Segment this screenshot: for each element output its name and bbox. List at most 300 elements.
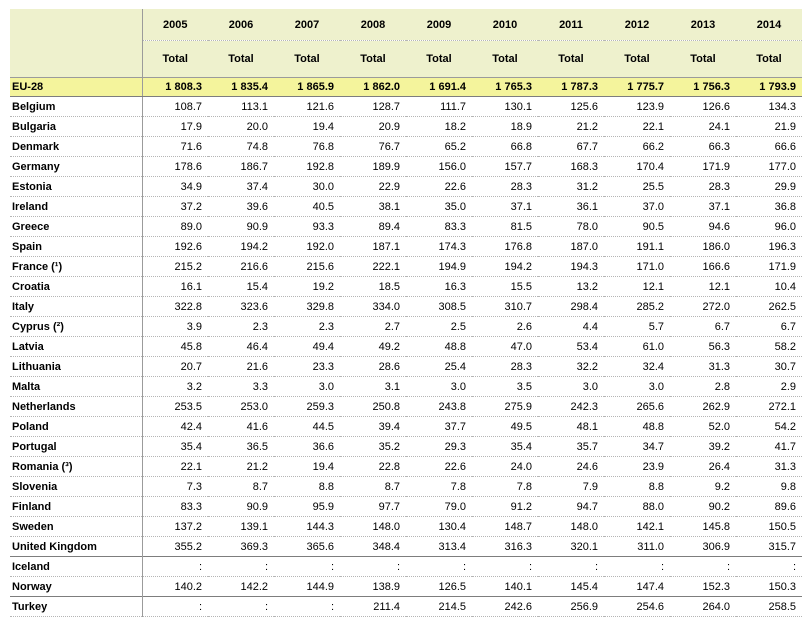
value-cell: 144.3 [274, 517, 340, 537]
value-cell: 166.6 [670, 257, 736, 277]
table-row [10, 337, 802, 357]
value-cell: 369.3 [208, 537, 274, 557]
value-cell: 30.7 [736, 357, 802, 377]
value-cell: 12.1 [604, 277, 670, 297]
value-cell: 176.8 [472, 237, 538, 257]
value-cell: 19.4 [274, 457, 340, 477]
value-cell: 145.8 [670, 517, 736, 537]
table-row [10, 237, 802, 257]
value-cell: 313.4 [406, 537, 472, 557]
value-cell: 170.4 [604, 157, 670, 177]
year-header-cell: 2009 [406, 9, 472, 41]
value-cell: 21.9 [736, 117, 802, 137]
value-cell: 192.8 [274, 157, 340, 177]
value-cell: 272.0 [670, 297, 736, 317]
value-cell: 186.0 [670, 237, 736, 257]
value-cell: 1 865.9 [274, 78, 340, 97]
value-cell: 3.0 [274, 377, 340, 397]
country-name: Poland [10, 417, 142, 437]
value-cell: : [142, 557, 208, 577]
year-header-row [10, 9, 802, 41]
value-cell: 320.1 [538, 537, 604, 557]
value-cell: 24.6 [538, 457, 604, 477]
table-row [10, 597, 802, 617]
table-row [10, 297, 802, 317]
value-cell: 7.3 [142, 477, 208, 497]
value-cell: 134.3 [736, 97, 802, 117]
value-cell: 1 775.7 [604, 78, 670, 97]
country-name: Netherlands [10, 397, 142, 417]
value-cell: 88.0 [604, 497, 670, 517]
value-cell: 3.0 [604, 377, 670, 397]
value-cell: 31.3 [736, 457, 802, 477]
value-cell: 49.2 [340, 337, 406, 357]
value-cell: 41.6 [208, 417, 274, 437]
country-name: Belgium [10, 97, 142, 117]
value-cell: 20.9 [340, 117, 406, 137]
value-cell: 192.0 [274, 237, 340, 257]
value-cell: 4.4 [538, 317, 604, 337]
value-cell: 37.7 [406, 417, 472, 437]
value-cell: 139.1 [208, 517, 274, 537]
value-cell: 89.6 [736, 497, 802, 517]
value-cell: 275.9 [472, 397, 538, 417]
table-row [10, 217, 802, 237]
value-cell: 15.4 [208, 277, 274, 297]
country-name: Slovenia [10, 477, 142, 497]
value-cell: 2.7 [340, 317, 406, 337]
header-corner-cell [10, 9, 142, 41]
value-cell: 15.5 [472, 277, 538, 297]
value-cell: 44.5 [274, 417, 340, 437]
total-header-cell: Total [208, 41, 274, 78]
value-cell: 8.7 [208, 477, 274, 497]
value-cell: 125.6 [538, 97, 604, 117]
total-header-cell: Total [472, 41, 538, 78]
value-cell: 187.0 [538, 237, 604, 257]
value-cell: 258.5 [736, 597, 802, 617]
value-cell: 38.1 [340, 197, 406, 217]
value-cell: 174.3 [406, 237, 472, 257]
value-cell: 79.0 [406, 497, 472, 517]
value-cell: 66.3 [670, 137, 736, 157]
value-cell: 22.1 [604, 117, 670, 137]
value-cell: 49.4 [274, 337, 340, 357]
value-cell: 334.0 [340, 297, 406, 317]
value-cell: 8.8 [604, 477, 670, 497]
value-cell: 355.2 [142, 537, 208, 557]
value-cell: 48.8 [604, 417, 670, 437]
value-cell: 3.0 [538, 377, 604, 397]
value-cell: 94.7 [538, 497, 604, 517]
value-cell: 150.3 [736, 577, 802, 597]
value-cell: : [274, 597, 340, 617]
country-name: Spain [10, 237, 142, 257]
value-cell: 41.7 [736, 437, 802, 457]
value-cell: 7.9 [538, 477, 604, 497]
value-cell: 35.2 [340, 437, 406, 457]
table-row [10, 317, 802, 337]
value-cell: 187.1 [340, 237, 406, 257]
value-cell: 322.8 [142, 297, 208, 317]
value-cell: 253.0 [208, 397, 274, 417]
value-cell: 191.1 [604, 237, 670, 257]
value-cell: 52.0 [670, 417, 736, 437]
value-cell: 264.0 [670, 597, 736, 617]
value-cell: 90.2 [670, 497, 736, 517]
value-cell: 35.4 [472, 437, 538, 457]
value-cell: 22.8 [340, 457, 406, 477]
table-row [10, 197, 802, 217]
total-header-cell: Total [406, 41, 472, 78]
value-cell: 48.1 [538, 417, 604, 437]
value-cell: 323.6 [208, 297, 274, 317]
value-cell: 93.3 [274, 217, 340, 237]
value-cell: 21.6 [208, 357, 274, 377]
value-cell: 36.5 [208, 437, 274, 457]
data-table [10, 9, 802, 617]
value-cell: 28.3 [472, 357, 538, 377]
value-cell: 65.2 [406, 137, 472, 157]
value-cell: 1 808.3 [142, 78, 208, 97]
value-cell: 47.0 [472, 337, 538, 357]
table-row [10, 497, 802, 517]
value-cell: 91.2 [472, 497, 538, 517]
country-name: Turkey [10, 597, 142, 617]
value-cell: 12.1 [670, 277, 736, 297]
header-corner-cell [10, 41, 142, 78]
table-row [10, 277, 802, 297]
value-cell: : [142, 597, 208, 617]
country-name: Iceland [10, 557, 142, 577]
value-cell: 18.2 [406, 117, 472, 137]
value-cell: 140.1 [472, 577, 538, 597]
value-cell: 9.8 [736, 477, 802, 497]
value-cell: 108.7 [142, 97, 208, 117]
country-name: France (¹) [10, 257, 142, 277]
country-name: Ireland [10, 197, 142, 217]
value-cell: 28.3 [472, 177, 538, 197]
value-cell: 348.4 [340, 537, 406, 557]
country-name: Croatia [10, 277, 142, 297]
year-header-cell: 2010 [472, 9, 538, 41]
value-cell: 2.3 [208, 317, 274, 337]
table-row [10, 117, 802, 137]
country-name: Malta [10, 377, 142, 397]
country-name: Denmark [10, 137, 142, 157]
table-row [10, 97, 802, 117]
year-header-cell: 2006 [208, 9, 274, 41]
table-row [10, 477, 802, 497]
country-name: Norway [10, 577, 142, 597]
value-cell: 36.8 [736, 197, 802, 217]
table-row [10, 357, 802, 377]
value-cell: 16.1 [142, 277, 208, 297]
country-name: Latvia [10, 337, 142, 357]
aggregate-row [10, 78, 802, 97]
value-cell: 97.7 [340, 497, 406, 517]
value-cell: 308.5 [406, 297, 472, 317]
value-cell: 74.8 [208, 137, 274, 157]
value-cell: 315.7 [736, 537, 802, 557]
value-cell: 34.7 [604, 437, 670, 457]
value-cell: 22.6 [406, 177, 472, 197]
total-header-cell: Total [142, 41, 208, 78]
value-cell: 147.4 [604, 577, 670, 597]
value-cell: 177.0 [736, 157, 802, 177]
table-row [10, 457, 802, 477]
value-cell: 24.0 [472, 457, 538, 477]
value-cell: 150.5 [736, 517, 802, 537]
year-header-cell: 2005 [142, 9, 208, 41]
value-cell: 242.3 [538, 397, 604, 417]
value-cell: 19.4 [274, 117, 340, 137]
table-row [10, 177, 802, 197]
country-name: EU-28 [10, 78, 142, 97]
value-cell: 214.5 [406, 597, 472, 617]
value-cell: 243.8 [406, 397, 472, 417]
value-cell: 216.6 [208, 257, 274, 277]
value-cell: 8.7 [340, 477, 406, 497]
total-header-row [10, 41, 802, 78]
country-name: Romania (³) [10, 457, 142, 477]
value-cell: 262.9 [670, 397, 736, 417]
value-cell: 45.8 [142, 337, 208, 357]
total-header-cell: Total [538, 41, 604, 78]
value-cell: 316.3 [472, 537, 538, 557]
value-cell: 111.7 [406, 97, 472, 117]
value-cell: 76.7 [340, 137, 406, 157]
value-cell: 113.1 [208, 97, 274, 117]
table-row [10, 397, 802, 417]
value-cell: 152.3 [670, 577, 736, 597]
value-cell: : [604, 557, 670, 577]
value-cell: 1 835.4 [208, 78, 274, 97]
value-cell: 22.6 [406, 457, 472, 477]
value-cell: 148.0 [340, 517, 406, 537]
value-cell: 35.0 [406, 197, 472, 217]
value-cell: 54.2 [736, 417, 802, 437]
value-cell: 23.3 [274, 357, 340, 377]
value-cell: 194.2 [208, 237, 274, 257]
value-cell: 28.6 [340, 357, 406, 377]
value-cell: 10.4 [736, 277, 802, 297]
table-row [10, 417, 802, 437]
value-cell: 71.6 [142, 137, 208, 157]
value-cell: 56.3 [670, 337, 736, 357]
value-cell: 21.2 [538, 117, 604, 137]
value-cell: 5.7 [604, 317, 670, 337]
value-cell: 178.6 [142, 157, 208, 177]
value-cell: 94.6 [670, 217, 736, 237]
value-cell: : [736, 557, 802, 577]
value-cell: 142.2 [208, 577, 274, 597]
table-row [10, 137, 802, 157]
value-cell: 148.0 [538, 517, 604, 537]
value-cell: 128.7 [340, 97, 406, 117]
value-cell: 96.0 [736, 217, 802, 237]
value-cell: : [208, 557, 274, 577]
value-cell: 36.1 [538, 197, 604, 217]
country-name: Germany [10, 157, 142, 177]
value-cell: 25.4 [406, 357, 472, 377]
value-cell: 196.3 [736, 237, 802, 257]
value-cell: 90.5 [604, 217, 670, 237]
value-cell: 189.9 [340, 157, 406, 177]
value-cell: 3.2 [142, 377, 208, 397]
table-row [10, 537, 802, 557]
value-cell: 31.3 [670, 357, 736, 377]
value-cell: 144.9 [274, 577, 340, 597]
value-cell: 37.1 [670, 197, 736, 217]
value-cell: 30.0 [274, 177, 340, 197]
value-cell: 20.7 [142, 357, 208, 377]
value-cell: 37.2 [142, 197, 208, 217]
value-cell: 137.2 [142, 517, 208, 537]
value-cell: 90.9 [208, 217, 274, 237]
table-row [10, 257, 802, 277]
value-cell: 22.1 [142, 457, 208, 477]
value-cell: 39.4 [340, 417, 406, 437]
value-cell: 130.1 [472, 97, 538, 117]
value-cell: 265.6 [604, 397, 670, 417]
value-cell: 126.6 [670, 97, 736, 117]
value-cell: 37.1 [472, 197, 538, 217]
value-cell: 16.3 [406, 277, 472, 297]
value-cell: 215.6 [274, 257, 340, 277]
value-cell: 36.6 [274, 437, 340, 457]
value-cell: 48.8 [406, 337, 472, 357]
value-cell: 22.9 [340, 177, 406, 197]
value-cell: 18.9 [472, 117, 538, 137]
value-cell: 171.9 [736, 257, 802, 277]
table-row [10, 577, 802, 597]
value-cell: 142.1 [604, 517, 670, 537]
value-cell: 7.8 [472, 477, 538, 497]
value-cell: 61.0 [604, 337, 670, 357]
value-cell: 49.5 [472, 417, 538, 437]
value-cell: 3.1 [340, 377, 406, 397]
value-cell: 1 756.3 [670, 78, 736, 97]
total-header-cell: Total [670, 41, 736, 78]
value-cell: 123.9 [604, 97, 670, 117]
value-cell: 259.3 [274, 397, 340, 417]
value-cell: 365.6 [274, 537, 340, 557]
value-cell: 171.0 [604, 257, 670, 277]
value-cell: 35.7 [538, 437, 604, 457]
value-cell: 256.9 [538, 597, 604, 617]
value-cell: 272.1 [736, 397, 802, 417]
value-cell: 126.5 [406, 577, 472, 597]
year-header-cell: 2008 [340, 9, 406, 41]
value-cell: 1 862.0 [340, 78, 406, 97]
value-cell: 215.2 [142, 257, 208, 277]
value-cell: 1 787.3 [538, 78, 604, 97]
total-header-cell: Total [274, 41, 340, 78]
value-cell: 34.9 [142, 177, 208, 197]
value-cell: 13.2 [538, 277, 604, 297]
value-cell: 18.5 [340, 277, 406, 297]
value-cell: 37.4 [208, 177, 274, 197]
value-cell: 6.7 [670, 317, 736, 337]
country-name: Finland [10, 497, 142, 517]
value-cell: 250.8 [340, 397, 406, 417]
value-cell: : [274, 557, 340, 577]
value-cell: 40.5 [274, 197, 340, 217]
value-cell: : [340, 557, 406, 577]
value-cell: 186.7 [208, 157, 274, 177]
value-cell: : [406, 557, 472, 577]
country-name: Italy [10, 297, 142, 317]
value-cell: 222.1 [340, 257, 406, 277]
value-cell: 78.0 [538, 217, 604, 237]
value-cell: 306.9 [670, 537, 736, 557]
value-cell: 21.2 [208, 457, 274, 477]
value-cell: 76.8 [274, 137, 340, 157]
value-cell: 83.3 [406, 217, 472, 237]
value-cell: 311.0 [604, 537, 670, 557]
value-cell: 254.6 [604, 597, 670, 617]
value-cell: 168.3 [538, 157, 604, 177]
value-cell: 2.9 [736, 377, 802, 397]
value-cell: 3.0 [406, 377, 472, 397]
value-cell: 26.4 [670, 457, 736, 477]
value-cell: 25.5 [604, 177, 670, 197]
value-cell: 6.7 [736, 317, 802, 337]
value-cell: 2.5 [406, 317, 472, 337]
value-cell: : [538, 557, 604, 577]
total-header-cell: Total [340, 41, 406, 78]
value-cell: 90.9 [208, 497, 274, 517]
table-row [10, 157, 802, 177]
value-cell: 285.2 [604, 297, 670, 317]
value-cell: 194.9 [406, 257, 472, 277]
value-cell: : [472, 557, 538, 577]
value-cell: 121.6 [274, 97, 340, 117]
table-row [10, 437, 802, 457]
value-cell: : [208, 597, 274, 617]
country-name: Sweden [10, 517, 142, 537]
value-cell: 298.4 [538, 297, 604, 317]
value-cell: 9.2 [670, 477, 736, 497]
value-cell: 7.8 [406, 477, 472, 497]
value-cell: 8.8 [274, 477, 340, 497]
table-row [10, 557, 802, 577]
value-cell: : [670, 557, 736, 577]
value-cell: 24.1 [670, 117, 736, 137]
value-cell: 1 793.9 [736, 78, 802, 97]
value-cell: 157.7 [472, 157, 538, 177]
value-cell: 28.3 [670, 177, 736, 197]
value-cell: 253.5 [142, 397, 208, 417]
value-cell: 32.4 [604, 357, 670, 377]
value-cell: 37.0 [604, 197, 670, 217]
year-header-cell: 2007 [274, 9, 340, 41]
table-row [10, 377, 802, 397]
value-cell: 1 765.3 [472, 78, 538, 97]
value-cell: 211.4 [340, 597, 406, 617]
value-cell: 171.9 [670, 157, 736, 177]
value-cell: 53.4 [538, 337, 604, 357]
value-cell: 242.6 [472, 597, 538, 617]
country-name: United Kingdom [10, 537, 142, 557]
value-cell: 39.6 [208, 197, 274, 217]
value-cell: 67.7 [538, 137, 604, 157]
country-name: Greece [10, 217, 142, 237]
country-name: Estonia [10, 177, 142, 197]
value-cell: 3.5 [472, 377, 538, 397]
value-cell: 2.3 [274, 317, 340, 337]
